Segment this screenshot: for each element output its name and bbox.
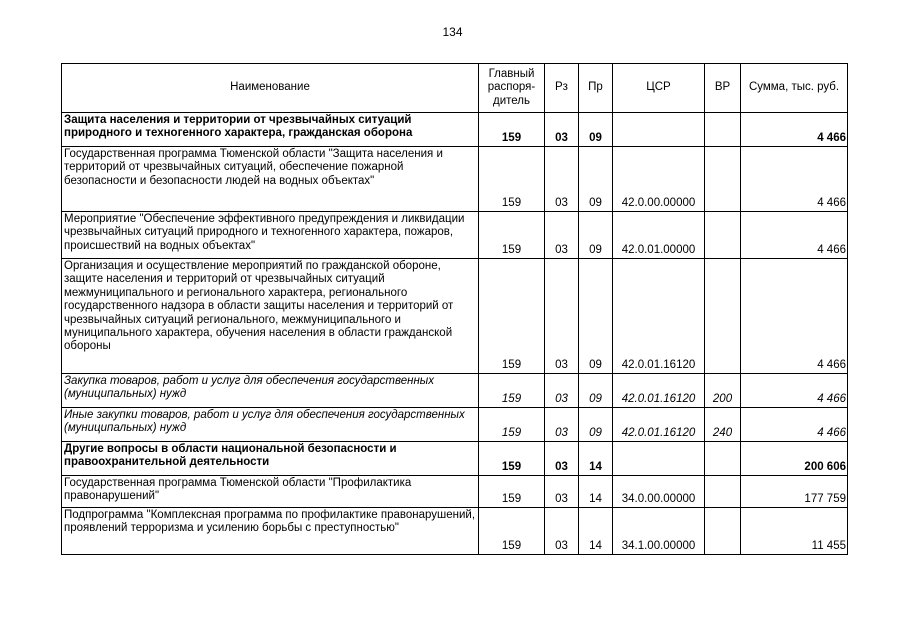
row-amount: 4 466: [741, 408, 848, 442]
row-name: Государственная программа Тюменской области "Защита населения и территорий от чрезвычайных ситуаций, обеспечение пожарной безопасности и безопасности людей на водных объектах": [62, 147, 479, 212]
row-ministry: 159: [479, 442, 545, 476]
row-pr: 14: [579, 442, 613, 476]
row-rz: 03: [545, 259, 579, 374]
row-pr: 09: [579, 408, 613, 442]
row-amount: 11 455: [741, 508, 848, 555]
row-csr: 42.0.01.00000: [613, 212, 705, 259]
row-pr: 09: [579, 374, 613, 408]
row-vr: [705, 476, 741, 508]
row-ministry: 159: [479, 476, 545, 508]
table-row: [62, 374, 848, 408]
row-rz: 03: [545, 476, 579, 508]
row-vr: [705, 113, 741, 147]
row-amount: 4 466: [741, 259, 848, 374]
header-amount: Сумма, тыс. руб.: [741, 64, 848, 113]
row-pr: 14: [579, 476, 613, 508]
header-rz: Рз: [545, 64, 579, 113]
row-vr: 240: [705, 408, 741, 442]
row-ministry: 159: [479, 212, 545, 259]
row-pr: 09: [579, 259, 613, 374]
table-header-row: [62, 64, 848, 113]
row-name: Защита населения и территории от чрезвычайных ситуаций природного и техногенного характера, гражданская оборона: [62, 113, 479, 147]
table-row: [62, 476, 848, 508]
header-pr: Пр: [579, 64, 613, 113]
row-amount: 4 466: [741, 374, 848, 408]
row-vr: [705, 259, 741, 374]
row-vr: [705, 147, 741, 212]
row-name: Мероприятие "Обеспечение эффективного предупреждения и ликвидации чрезвычайных ситуаций природного и техногенного характера, пожаров, происшествий на водных объектах": [62, 212, 479, 259]
row-ministry: 159: [479, 408, 545, 442]
table-row: [62, 442, 848, 476]
row-ministry: 159: [479, 113, 545, 147]
row-vr: [705, 508, 741, 555]
row-csr: 42.0.01.16120: [613, 374, 705, 408]
header-vr: ВР: [705, 64, 741, 113]
row-vr: 200: [705, 374, 741, 408]
page-number: 134: [442, 25, 463, 39]
table-row: [62, 408, 848, 442]
table-row: [62, 147, 848, 212]
row-name: Другие вопросы в области национальной безопасности и правоохранительной деятельности: [62, 442, 479, 476]
row-pr: 09: [579, 212, 613, 259]
table-row: [62, 212, 848, 259]
row-ministry: 159: [479, 147, 545, 212]
row-name: Организация и осуществление мероприятий по гражданской обороне, защите населения и территорий от чрезвычайных ситуаций межмуниципального и регионального характера, регионального государственного надзора в области защиты населения и территорий от чрезвычайных ситуаций регионального, межмуниципального и муниципального характера, обучения населения в области гражданской обороны: [62, 259, 479, 374]
row-csr: 42.0.00.00000: [613, 147, 705, 212]
row-name: Закупка товаров, работ и услуг для обеспечения государственных (муниципальных) нужд: [62, 374, 479, 408]
row-rz: 03: [545, 147, 579, 212]
table-row: [62, 508, 848, 555]
row-name: Подпрограмма "Комплексная программа по профилактике правонарушений, проявлений терроризма и усилению борьбы с преступностью": [62, 508, 479, 555]
row-csr: 42.0.01.16120: [613, 259, 705, 374]
row-rz: 03: [545, 408, 579, 442]
table-row: [62, 113, 848, 147]
row-rz: 03: [545, 508, 579, 555]
row-csr: 34.1.00.00000: [613, 508, 705, 555]
row-name: Государственная программа Тюменской области "Профилактика правонарушений": [62, 476, 479, 508]
row-amount: 4 466: [741, 212, 848, 259]
header-csr: ЦСР: [613, 64, 705, 113]
header-ministry: Главный распоря-дитель: [479, 64, 545, 113]
row-rz: 03: [545, 374, 579, 408]
row-rz: 03: [545, 212, 579, 259]
row-rz: 03: [545, 113, 579, 147]
row-pr: 09: [579, 113, 613, 147]
table-row: [62, 259, 848, 374]
row-csr: 42.0.01.16120: [613, 408, 705, 442]
row-csr: [613, 113, 705, 147]
row-name: Иные закупки товаров, работ и услуг для обеспечения государственных (муниципальных) нужд: [62, 408, 479, 442]
row-pr: 14: [579, 508, 613, 555]
row-vr: [705, 212, 741, 259]
row-amount: 177 759: [741, 476, 848, 508]
row-ministry: 159: [479, 508, 545, 555]
row-ministry: 159: [479, 374, 545, 408]
row-amount: 4 466: [741, 147, 848, 212]
budget-table: [61, 63, 848, 555]
header-name: Наименование: [62, 64, 479, 113]
row-amount: 200 606: [741, 442, 848, 476]
row-rz: 03: [545, 442, 579, 476]
row-csr: 34.0.00.00000: [613, 476, 705, 508]
row-vr: [705, 442, 741, 476]
row-amount: 4 466: [741, 113, 848, 147]
row-csr: [613, 442, 705, 476]
row-pr: 09: [579, 147, 613, 212]
row-ministry: 159: [479, 259, 545, 374]
